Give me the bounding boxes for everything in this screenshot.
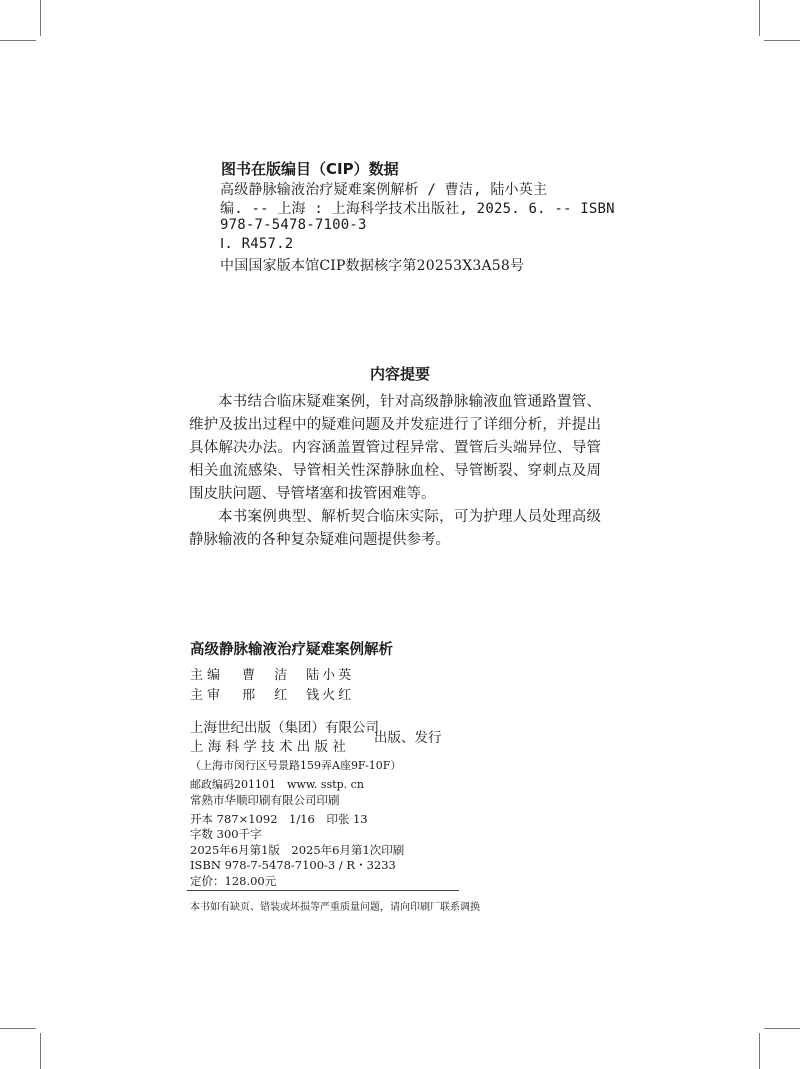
publisher-names xyxy=(190,719,379,757)
publisher-group: 上海世纪出版（集团）有限公司 xyxy=(190,720,379,736)
edition: 2025年6月第1版 2025年6月第1次印刷 xyxy=(190,843,405,857)
cip-line: Ⅰ. R457.2 xyxy=(220,236,294,252)
editors-line xyxy=(190,664,354,683)
crop-mark-bottom-left xyxy=(0,1028,36,1029)
quality-notice: 本书如有缺页、错装或坏损等严重质量问题，请向印刷厂联系调换 xyxy=(190,902,480,913)
word-count: 字数 300千字 xyxy=(190,827,262,841)
cip-line: 978-7-5478-7100-3 xyxy=(220,217,367,233)
divider xyxy=(187,890,459,891)
summary-paragraph: 本书案例典型、解析契合临床实际，可为护理人员处理高级静脉输液的各种复杂疑难问题提供参考。 xyxy=(189,509,601,548)
editors: 曹 洁 陆小英 xyxy=(242,668,355,683)
format: 开本 787×1092 1/16 印张 13 xyxy=(190,812,368,826)
publisher-role: 出版、发行 xyxy=(374,730,442,746)
cip-line: 编. -- 上海 : 上海科学技术出版社, 2025. 6. -- ISBN xyxy=(220,201,615,217)
crop-mark-bottom-right xyxy=(759,1033,760,1069)
cip-line: 中国国家版本馆CIP数据核字第20253X3A58号 xyxy=(220,258,525,274)
summary-paragraph: 本书结合临床疑难案例，针对高级静脉输液血管通路置管、维护及拔出过程中的疑难问题及并发症进行了详细分析，并提出具体解决办法。内容涵盖置管过程异常、置管后头端异位、导管相关血流感染、导管相关性深静脉血栓、导管断裂、穿刺点及周围皮肤问题、导管堵塞和拔管困难等。 xyxy=(189,394,601,502)
cip-heading: 图书在版编目（CIP）数据 xyxy=(221,160,399,178)
postcode-website: 邮政编码201101 www. sstp. cn xyxy=(190,778,364,791)
crop-mark-bottom-left xyxy=(40,1033,41,1069)
price: 定价：128.00元 xyxy=(190,874,277,888)
reviewers: 邢 红 钱火红 xyxy=(242,688,355,703)
publisher-house: 上 海 科 学 技 术 出 版 社 xyxy=(190,739,346,755)
crop-mark-top-right xyxy=(759,0,760,36)
reviewers-label: 主审 xyxy=(190,688,225,703)
reviewers-line xyxy=(190,684,354,703)
crop-mark-bottom-right xyxy=(764,1028,800,1029)
summary-body xyxy=(189,391,601,552)
editors-label: 主编 xyxy=(190,668,225,683)
crop-mark-top-left xyxy=(0,40,36,41)
book-title: 高级静脉输液治疗疑难案例解析 xyxy=(190,642,393,658)
summary-heading: 内容提要 xyxy=(369,365,430,383)
crop-mark-top-right xyxy=(764,40,800,41)
isbn: ISBN 978-7-5478-7100-3 / R・3233 xyxy=(190,858,396,872)
cip-line: 高级静脉输液治疗疑难案例解析 / 曹洁, 陆小英主 xyxy=(220,182,548,198)
crop-mark-top-left xyxy=(40,0,41,36)
printer: 常熟市华顺印刷有限公司印刷 xyxy=(190,793,340,807)
publisher-address: （上海市闵行区号景路159弄A座9F-10F） xyxy=(190,759,402,772)
